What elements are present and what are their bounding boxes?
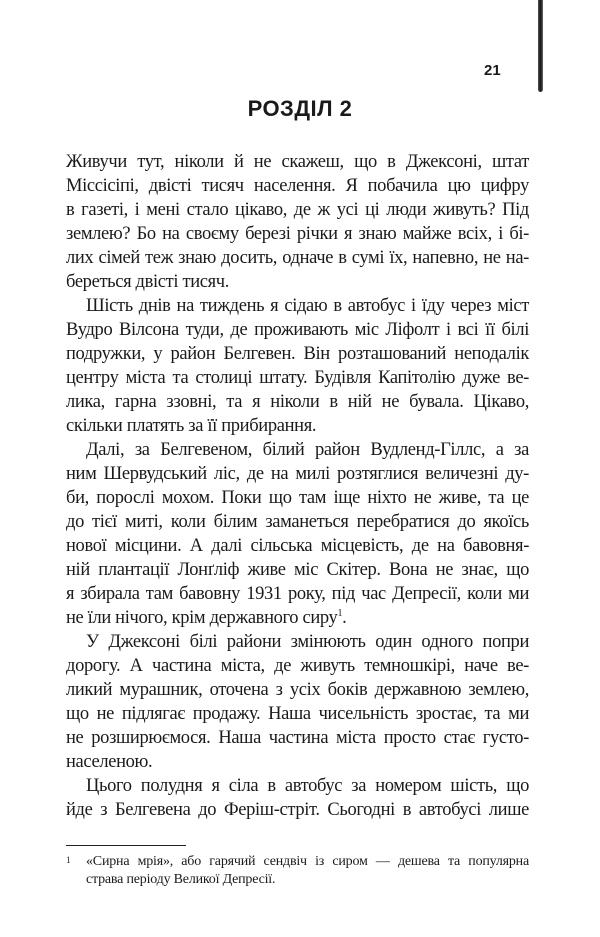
- page-number: 21: [484, 62, 501, 79]
- text-line-content: Шість днів на тиждень я сідаю в автобус і їду через міст: [86, 296, 529, 316]
- text-line-content: скільки платять за її прибирання.: [66, 416, 317, 436]
- text-line: [66, 606, 529, 630]
- text-line-content: не розширюємося. Наша частина міста просто стає густо-: [66, 728, 529, 748]
- text-line: [66, 174, 529, 198]
- text-line-content: Далі, за Белгевеном, білий район Вудленд-Гіллс, а за: [86, 440, 529, 460]
- text-line-content: лих сімей теж знаю досить, одначе в сумі їх, напевно, не на-: [66, 248, 529, 268]
- text-line: [66, 630, 529, 654]
- text-line: [66, 726, 529, 750]
- text-line-content: ній плантації Лонґліф живе міс Скітер. Вона не знає, що: [66, 560, 529, 580]
- text-line-content: ним Шервудський ліс, де на милі розтяглися величезні ду-: [66, 464, 529, 484]
- text-line-content: Міссісіпі, двісті тисяч населення. Я побачила цю цифру: [66, 176, 529, 196]
- page-edge-marker: [538, 0, 543, 92]
- footnote-line: страва періоду Великої Депресії.: [86, 872, 276, 887]
- text-line-content: береться двісті тисяч.: [66, 272, 229, 292]
- text-line: [66, 270, 529, 294]
- text-line: [66, 318, 529, 342]
- footnote-divider: [66, 845, 186, 846]
- footnote-line: «Сирна мрія», або гарячий сендвіч із сиром — дешева та популярна: [86, 854, 529, 869]
- text-line: [66, 582, 529, 606]
- text-line-content: йде з Белгевена до Феріш-стріт. Сьогодні в автобусі лише: [66, 800, 529, 820]
- text-line: [66, 558, 529, 582]
- text-line: [66, 366, 529, 390]
- text-line-content: землею? Бо на своєму березі річки я знаю майже всіх, і бі-: [66, 224, 529, 244]
- text-line-content: дорогу. А частина міста, де живуть темношкірі, наче ве-: [66, 656, 529, 676]
- text-line: [66, 438, 529, 462]
- punctuation: .: [342, 608, 347, 628]
- text-line: [66, 198, 529, 222]
- text-line: [66, 534, 529, 558]
- text-line: [66, 390, 529, 414]
- text-line: [66, 150, 529, 174]
- text-line: [66, 750, 529, 774]
- text-line-content: я збирала там бавовну 1931 року, під час Депресії, коли ми: [66, 584, 529, 604]
- text-line-content: Вудро Вілсона туди, де проживають міс Ліфолт і всі її білі: [66, 320, 529, 340]
- text-line-content: лика, гарна ззовні, та я ніколи в ній не бувала. Цікаво,: [66, 392, 529, 412]
- text-line: [66, 798, 529, 822]
- text-line-content: ликий мурашник, оточена з усіх боків державною землею,: [66, 680, 529, 700]
- footnote: [66, 853, 529, 889]
- text-line-content: подружки, у район Белгевен. Він розташований неподалік: [66, 344, 529, 364]
- chapter-title: РОЗДІЛ 2: [247, 96, 353, 121]
- text-line-content: би, порослі мохом. Поки що там іще ніхто не живе, та це: [66, 488, 529, 508]
- footnote-reference: 1: [337, 607, 343, 619]
- text-line: [66, 414, 529, 438]
- text-line-content: У Джексоні білі райони змінюють один одного попри: [86, 632, 529, 652]
- text-line: [66, 510, 529, 534]
- text-line-content: нової місцини. А далі сільська місцевість, де на бавовня-: [66, 536, 529, 556]
- text-line-content: що не підлягає продажу. Наша чисельність зростає, та ми: [66, 704, 529, 724]
- text-line-content: населеною.: [66, 752, 153, 772]
- text-line: [66, 486, 529, 510]
- text-line: [66, 246, 529, 270]
- text-line: [66, 342, 529, 366]
- body-text: [66, 150, 529, 822]
- text-line: [66, 702, 529, 726]
- text-line: [66, 462, 529, 486]
- footnote-mark: 1: [66, 855, 71, 865]
- text-line: [66, 222, 529, 246]
- text-line-content: центру міста та столиці штату. Будівля Капітолію дуже ве-: [66, 368, 529, 388]
- text-line: [66, 774, 529, 798]
- text-line: [66, 294, 529, 318]
- text-line-content: не їли нічого, крім державного сиру: [66, 608, 338, 628]
- text-line-content: Живучи тут, ніколи й не скажеш, що в Джексоні, штат: [66, 152, 529, 172]
- text-line-content: Цього полудня я сіла в автобус за номером шість, що: [86, 776, 529, 796]
- text-line: [66, 678, 529, 702]
- text-line-content: до тієї миті, коли білим заманеться перебратися до якоїсь: [66, 512, 529, 532]
- text-line: [66, 654, 529, 678]
- text-line-content: в газеті, і мені стало цікаво, де ж усі ці люди живуть? Під: [66, 200, 529, 220]
